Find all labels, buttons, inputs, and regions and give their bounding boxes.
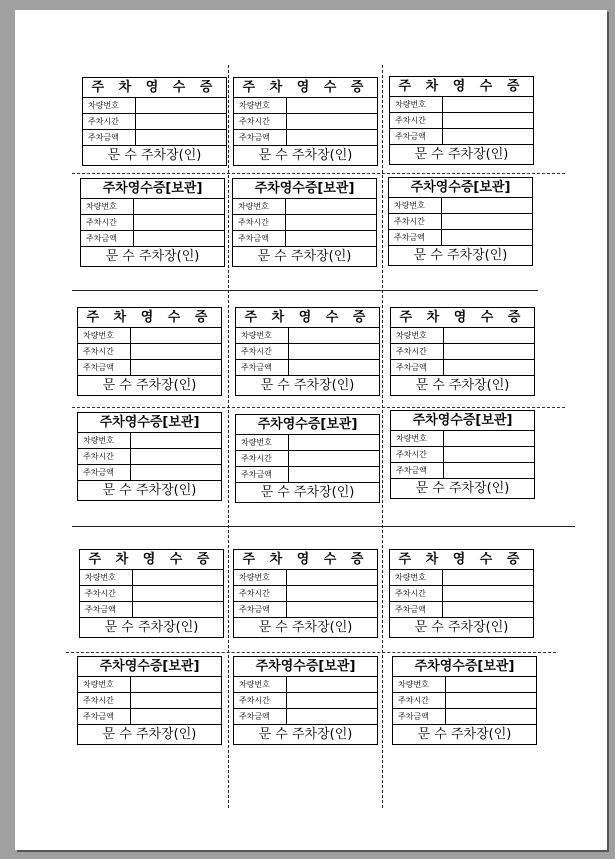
value-car-number [443,97,533,112]
value-parking-amount [444,360,534,375]
row-parking-time [391,447,534,463]
receipt-title: 주차영수증[보관] [78,657,221,677]
label-parking-time: 주차시간 [234,586,287,601]
value-car-number [287,98,377,113]
row-parking-time [389,214,532,230]
label-car-number: 차량번호 [78,677,131,692]
value-parking-time [287,114,377,129]
label-parking-time: 주차시간 [234,114,287,129]
parking-receipt [82,77,227,166]
receipt-title: 주 차 영 수 증 [234,78,377,98]
label-parking-amount: 주차금액 [236,467,289,482]
value-parking-amount [446,709,536,724]
row-car-number [234,677,377,693]
receipt-title: 주차영수증[보관] [389,178,532,198]
value-car-number [134,199,224,214]
row-car-number [80,570,223,586]
receipt-footer: 문 수 주차장(인) [413,248,508,263]
label-car-number: 차량번호 [233,199,286,214]
value-parking-time [131,449,221,464]
receipt-footer: 문 수 주차장(인) [107,148,202,163]
solid-cut-line-2 [72,526,575,527]
label-parking-amount: 주차금액 [78,465,131,480]
row-parking-amount [389,230,532,246]
row-car-number [234,98,377,114]
row-parking-time [390,113,533,129]
row-car-number [391,431,534,447]
row-car-number [236,435,379,451]
value-parking-time [287,586,377,601]
label-car-number: 차량번호 [78,433,131,448]
row-parking-time [393,693,536,709]
row-car-number [390,570,533,586]
row-parking-amount [83,130,226,146]
parking-receipt [389,76,534,165]
value-parking-amount [131,465,221,480]
value-parking-amount [287,130,377,145]
label-parking-amount: 주차금액 [391,360,444,375]
receipt-footer: 문 수 주차장(인) [257,249,352,264]
receipt-footer: 문 수 주차장(인) [414,147,509,162]
label-parking-amount: 주차금액 [78,360,131,375]
receipt-footer: 문 수 주차장(인) [260,378,355,393]
parking-receipt-keep [392,656,537,745]
value-car-number [131,328,221,343]
receipt-footer: 문 수 주차장(인) [415,378,510,393]
value-parking-amount [444,463,534,478]
label-parking-amount: 주차금액 [390,602,443,617]
row-car-number [233,199,376,215]
row-car-number [389,198,532,214]
value-car-number [444,431,534,446]
parking-receipt-keep [388,177,533,266]
label-parking-amount: 주차금액 [393,709,446,724]
parking-receipt [233,77,378,166]
row-car-number [78,433,221,449]
value-car-number [289,328,379,343]
row-parking-amount [78,465,221,481]
receipt-title: 주 차 영 수 증 [78,308,221,328]
value-parking-amount [134,231,224,246]
value-car-number [286,199,376,214]
value-parking-time [289,451,379,466]
label-car-number: 차량번호 [393,677,446,692]
receipt-title: 주 차 영 수 증 [390,550,533,570]
label-parking-time: 주차시간 [391,447,444,462]
row-parking-time [81,215,224,231]
label-parking-time: 주차시간 [234,693,287,708]
label-parking-time: 주차시간 [236,451,289,466]
solid-cut-line-1 [72,290,538,291]
label-car-number: 차량번호 [80,570,133,585]
value-car-number [442,198,532,213]
row-car-number [78,677,221,693]
receipt-title: 주차영수증[보관] [393,657,536,677]
row-parking-amount [236,360,379,376]
row-parking-time [78,344,221,360]
receipt-title: 주차영수증[보관] [233,179,376,199]
label-parking-time: 주차시간 [78,344,131,359]
label-parking-time: 주차시간 [78,449,131,464]
row-parking-time [390,586,533,602]
receipt-title: 주차영수증[보관] [81,179,224,199]
row-parking-time [233,215,376,231]
label-parking-amount: 주차금액 [234,130,287,145]
label-parking-amount: 주차금액 [389,230,442,245]
vertical-cut-line-right [382,65,383,808]
label-parking-time: 주차시간 [83,114,136,129]
row-parking-time [234,114,377,130]
label-parking-amount: 주차금액 [81,231,134,246]
receipt-title: 주 차 영 수 증 [390,77,533,97]
value-parking-time [446,693,536,708]
row-car-number [81,199,224,215]
row-parking-amount [78,360,221,376]
receipt-title: 주차영수증[보관] [236,415,379,435]
parking-receipt-keep [77,656,222,745]
value-parking-amount [442,230,532,245]
receipt-footer: 문 수 주차장(인) [260,485,355,500]
value-parking-amount [131,360,221,375]
dashed-cut-line-1 [72,173,565,174]
label-parking-amount: 주차금액 [390,129,443,144]
row-parking-amount [234,130,377,146]
label-parking-time: 주차시간 [393,693,446,708]
value-parking-time [444,447,534,462]
row-parking-amount [233,231,376,247]
value-parking-amount [287,709,377,724]
value-car-number [136,98,226,113]
row-car-number [393,677,536,693]
label-car-number: 차량번호 [390,570,443,585]
parking-receipt [77,307,222,396]
row-parking-time [234,586,377,602]
row-parking-time [236,344,379,360]
receipt-title: 주 차 영 수 증 [83,78,226,98]
value-parking-time [136,114,226,129]
parking-receipt-keep [390,410,535,499]
value-car-number [444,328,534,343]
row-parking-amount [236,467,379,483]
value-car-number [287,677,377,692]
parking-receipt-keep [235,414,380,503]
receipt-footer: 문 수 주차장(인) [102,483,197,498]
receipt-title: 주 차 영 수 증 [80,550,223,570]
value-parking-amount [131,709,221,724]
receipt-title: 주차영수증[보관] [391,411,534,431]
row-parking-time [236,451,379,467]
value-parking-amount [136,130,226,145]
value-car-number [133,570,223,585]
value-parking-amount [287,602,377,617]
receipt-title: 주 차 영 수 증 [236,308,379,328]
label-parking-time: 주차시간 [391,344,444,359]
label-car-number: 차량번호 [390,97,443,112]
value-parking-time [442,214,532,229]
parking-receipt [390,307,535,396]
value-parking-time [131,693,221,708]
row-parking-time [391,344,534,360]
document-page [15,10,607,850]
value-car-number [443,570,533,585]
row-parking-time [80,586,223,602]
receipt-title: 주차영수증[보관] [234,657,377,677]
value-parking-amount [289,467,379,482]
label-parking-amount: 주차금액 [236,360,289,375]
row-parking-amount [78,709,221,725]
label-car-number: 차량번호 [234,677,287,692]
label-parking-time: 주차시간 [236,344,289,359]
value-parking-time [131,344,221,359]
label-parking-time: 주차시간 [390,586,443,601]
parking-receipt [235,307,380,396]
parking-receipt [233,549,378,638]
receipt-footer: 문 수 주차장(인) [258,620,353,635]
label-parking-amount: 주차금액 [233,231,286,246]
value-parking-time [286,215,376,230]
value-parking-amount [289,360,379,375]
parking-receipt-keep [232,178,377,267]
row-parking-amount [80,602,223,618]
label-parking-time: 주차시간 [233,215,286,230]
row-parking-time [78,693,221,709]
value-car-number [289,435,379,450]
receipt-footer: 문 수 주차장(인) [415,481,510,496]
value-car-number [446,677,536,692]
value-parking-amount [286,231,376,246]
receipt-footer: 문 수 주차장(인) [417,727,512,742]
label-parking-amount: 주차금액 [234,602,287,617]
value-parking-time [134,215,224,230]
vertical-cut-line-left [228,65,229,808]
row-parking-amount [393,709,536,725]
row-car-number [234,570,377,586]
value-parking-time [444,344,534,359]
parking-receipt [79,549,224,638]
value-parking-amount [443,602,533,617]
value-car-number [287,570,377,585]
value-parking-time [133,586,223,601]
dashed-cut-line-2 [72,407,565,408]
row-parking-time [83,114,226,130]
receipt-footer: 문 수 주차장(인) [258,727,353,742]
label-parking-amount: 주차금액 [391,463,444,478]
row-car-number [390,97,533,113]
label-car-number: 차량번호 [391,328,444,343]
label-parking-time: 주차시간 [80,586,133,601]
label-parking-amount: 주차금액 [83,130,136,145]
label-parking-time: 주차시간 [390,113,443,128]
value-car-number [131,433,221,448]
receipt-title: 주차영수증[보관] [78,413,221,433]
receipt-footer: 문 수 주차장(인) [258,148,353,163]
receipt-footer: 문 수 주차장(인) [104,620,199,635]
row-parking-time [234,693,377,709]
label-parking-amount: 주차금액 [78,709,131,724]
label-car-number: 차량번호 [83,98,136,113]
label-car-number: 차량번호 [236,328,289,343]
receipt-footer: 문 수 주차장(인) [105,249,200,264]
label-car-number: 차량번호 [234,570,287,585]
row-parking-amount [390,602,533,618]
receipt-title: 주 차 영 수 증 [234,550,377,570]
row-car-number [236,328,379,344]
label-parking-amount: 주차금액 [80,602,133,617]
receipt-footer: 문 수 주차장(인) [102,727,197,742]
label-car-number: 차량번호 [389,198,442,213]
value-parking-amount [443,129,533,144]
receipt-title: 주 차 영 수 증 [391,308,534,328]
row-car-number [83,98,226,114]
value-parking-time [443,113,533,128]
parking-receipt-keep [77,412,222,501]
row-car-number [391,328,534,344]
parking-receipt-keep [233,656,378,745]
label-parking-amount: 주차금액 [234,709,287,724]
dashed-cut-line-3 [66,652,556,653]
label-car-number: 차량번호 [81,199,134,214]
value-parking-amount [133,602,223,617]
parking-receipt-keep [80,178,225,267]
row-car-number [78,328,221,344]
label-car-number: 차량번호 [78,328,131,343]
row-parking-amount [391,360,534,376]
label-car-number: 차량번호 [236,435,289,450]
row-parking-amount [390,129,533,145]
label-parking-time: 주차시간 [81,215,134,230]
row-parking-amount [81,231,224,247]
label-car-number: 차량번호 [391,431,444,446]
receipt-footer: 문 수 주차장(인) [414,620,509,635]
value-parking-time [287,693,377,708]
label-car-number: 차량번호 [234,98,287,113]
receipt-footer: 문 수 주차장(인) [102,378,197,393]
parking-receipt [389,549,534,638]
row-parking-amount [234,709,377,725]
row-parking-amount [391,463,534,479]
value-car-number [131,677,221,692]
label-parking-time: 주차시간 [389,214,442,229]
row-parking-time [78,449,221,465]
label-parking-time: 주차시간 [78,693,131,708]
value-parking-time [289,344,379,359]
row-parking-amount [234,602,377,618]
value-parking-time [443,586,533,601]
